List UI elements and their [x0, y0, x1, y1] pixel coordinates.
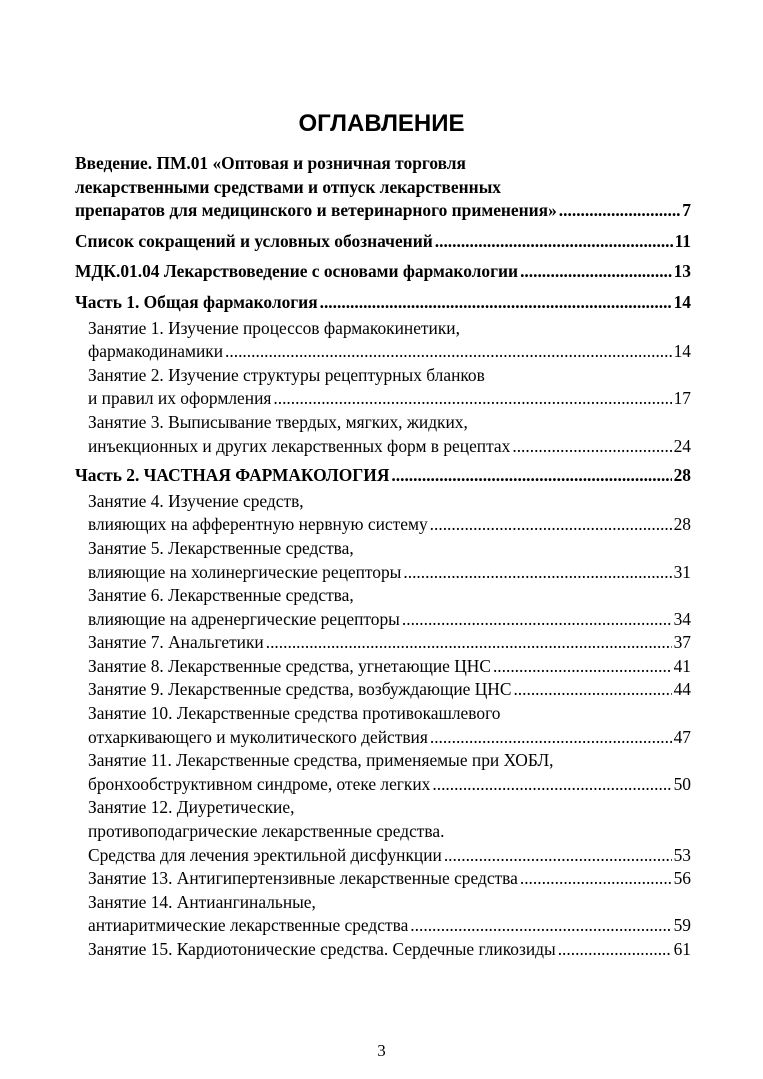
toc-entry-text: Занятие 15. Кардиотонические средства. Сердечные гликозиды: [88, 939, 556, 959]
toc-entry-text: фармакодинамики: [88, 341, 224, 362]
toc-line: [88, 678, 691, 702]
toc-section: [75, 230, 691, 254]
dot-leader: [432, 773, 671, 797]
dot-leader: [512, 435, 671, 459]
toc-page-number: 7: [682, 200, 691, 221]
dot-leader: [493, 655, 672, 679]
toc-section: [75, 464, 691, 488]
toc-section: [75, 260, 691, 284]
dot-leader: [520, 260, 672, 284]
toc-line: Занятие 4. Изучение средств,: [88, 490, 304, 511]
toc-page-number: 28: [673, 514, 691, 535]
toc-page-number: 14: [673, 291, 691, 312]
toc-line: Занятие 10. Лекарственные средства противокашлевого: [88, 703, 501, 724]
toc-line: Занятие 12. Диуретические,: [88, 797, 295, 818]
toc-lesson: [75, 490, 691, 537]
toc-line: Занятие 5. Лекарственные средства,: [88, 537, 354, 558]
toc-lesson: [75, 938, 691, 962]
toc-line: Занятие 3. Выписывание твердых, мягких, жидких,: [88, 411, 468, 432]
toc-lesson: [75, 891, 691, 938]
dot-leader: [513, 678, 671, 702]
dot-leader: [225, 340, 672, 364]
toc-section: [75, 152, 691, 223]
dot-leader: [558, 938, 672, 962]
toc-entry-text: Список сокращений и условных обозначений: [75, 230, 433, 251]
toc-lesson: [75, 702, 691, 749]
toc-page-number: 34: [673, 608, 691, 629]
dot-leader: [403, 561, 671, 585]
toc-line: [88, 914, 691, 938]
toc-lesson: [75, 796, 691, 867]
toc-line: [88, 513, 691, 537]
toc-entry-text: Средства для лечения эректильной дисфункции: [88, 844, 442, 865]
page-number: 3: [377, 1041, 386, 1060]
toc-line: [88, 387, 691, 411]
dot-leader: [273, 387, 671, 411]
dot-leader: [520, 867, 672, 891]
toc-line: Занятие 1. Изучение процессов фармакокинетики,: [88, 317, 460, 338]
toc-entry-text: влияющие на адренергические рецепторы: [88, 608, 400, 629]
toc-page-number: 61: [673, 939, 691, 959]
toc-page-number: 59: [673, 915, 691, 936]
toc-entry-text: Часть 1. Общая фармакология: [75, 291, 318, 312]
toc-page-number: 50: [673, 773, 691, 794]
dot-leader: [391, 464, 671, 488]
toc-page-number: 53: [673, 844, 691, 865]
toc-line: [75, 260, 691, 284]
toc-page-number: 14: [673, 341, 691, 362]
toc-line: [75, 291, 691, 315]
toc-entry-text: Занятие 9. Лекарственные средства, возбуждающие ЦНС: [88, 679, 512, 700]
toc-line: [88, 773, 691, 797]
dot-leader: [435, 230, 673, 254]
toc-entry-text: влияющие на холинергические рецепторы: [88, 561, 402, 582]
toc-line: лекарственными средствами и отпуск лекарственных: [75, 176, 501, 197]
toc-lesson: [75, 655, 691, 679]
toc-page-number: 24: [673, 435, 691, 456]
toc-lesson: [75, 749, 691, 796]
toc-page-number: 56: [673, 868, 691, 889]
toc-entry-text: инъекционных и других лекарственных форм в рецептах: [88, 435, 511, 456]
toc-page-number: 31: [673, 561, 691, 582]
toc-page-number: 37: [673, 632, 691, 653]
toc-line: [88, 608, 691, 632]
toc-line: Занятие 14. Антиангинальные,: [88, 891, 316, 912]
table-of-contents: [75, 152, 691, 962]
toc-entry-text: влияющих на афферентную нервную систему: [88, 514, 428, 535]
toc-entry-text: бронхообструктивном синдроме, отеке легких: [88, 773, 431, 794]
dot-leader: [559, 199, 681, 223]
page-title: ОГЛАВЛЕНИЕ: [298, 110, 465, 137]
dot-leader: [266, 631, 672, 655]
toc-lesson: [75, 867, 691, 891]
toc-entry-text: препаратов для медицинского и ветеринарного применения»: [75, 200, 557, 221]
toc-page-number: 44: [673, 679, 691, 700]
toc-page-number: 41: [673, 655, 691, 676]
toc-entry-text: Занятие 7. Анальгетики: [88, 632, 264, 653]
toc-page-number: 47: [673, 726, 691, 747]
toc-line: [88, 726, 691, 750]
toc-line: [88, 655, 691, 679]
dot-leader: [402, 608, 672, 632]
toc-lesson: [75, 411, 691, 458]
toc-lesson: [75, 317, 691, 364]
toc-line: [88, 631, 691, 655]
toc-entry-text: МДК.01.04 Лекарствоведение с основами фармакологии: [75, 261, 519, 282]
dot-leader: [430, 513, 672, 537]
toc-lesson: [75, 364, 691, 411]
toc-line: [88, 844, 691, 868]
toc-line: [75, 464, 691, 488]
toc-section: [75, 291, 691, 315]
toc-line: Занятие 2. Изучение структуры рецептурных бланков: [88, 364, 485, 385]
toc-line: Занятие 6. Лекарственные средства,: [88, 585, 354, 606]
toc-page-number: 28: [673, 465, 691, 486]
toc-line: [88, 561, 691, 585]
toc-page-number: 13: [673, 261, 691, 282]
toc-entry-text: Занятие 8. Лекарственные средства, угнетающие ЦНС: [88, 655, 491, 676]
toc-entry-text: Занятие 13. Антигипертензивные лекарственные средства: [88, 868, 518, 889]
toc-line: Занятие 11. Лекарственные средства, применяемые при ХОБЛ,: [88, 750, 554, 771]
toc-line: противоподагрические лекарственные средства.: [88, 821, 445, 842]
toc-entry-text: антиаритмические лекарственные средства: [88, 915, 409, 936]
toc-line: [88, 340, 691, 364]
toc-line: [88, 435, 691, 459]
dot-leader: [410, 914, 671, 938]
toc-entry-text: Часть 2. ЧАСТНАЯ ФАРМАКОЛОГИЯ: [75, 465, 390, 486]
toc-line: [88, 938, 691, 962]
toc-lesson: [75, 631, 691, 655]
toc-page-number: 17: [673, 388, 691, 409]
toc-line: [75, 199, 691, 223]
dot-leader: [320, 291, 672, 315]
toc-lesson: [75, 678, 691, 702]
toc-page-number: 11: [674, 230, 691, 251]
toc-lesson: [75, 584, 691, 631]
toc-lesson: [75, 537, 691, 584]
dot-leader: [444, 844, 672, 868]
dot-leader: [430, 726, 672, 750]
toc-line: [75, 230, 691, 254]
toc-entry-text: отхаркивающего и муколитического действия: [88, 726, 428, 747]
toc-entry-text: и правил их оформления: [88, 388, 272, 409]
toc-line: [88, 867, 691, 891]
toc-line: Введение. ПМ.01 «Оптовая и розничная торговля: [75, 153, 466, 173]
